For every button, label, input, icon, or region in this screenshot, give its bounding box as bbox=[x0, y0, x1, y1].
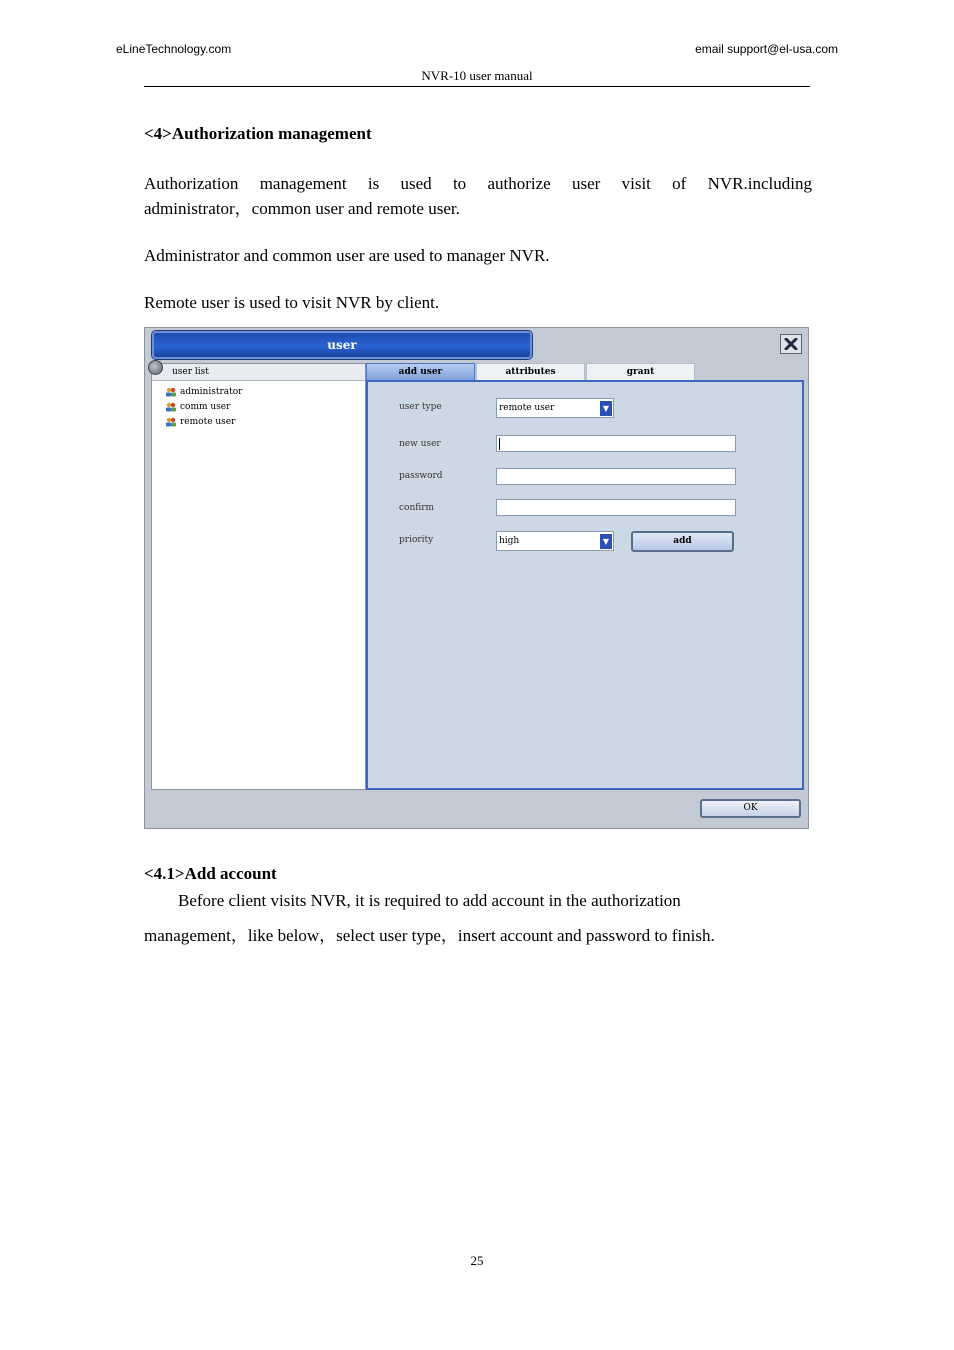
dialog-title: user bbox=[327, 338, 357, 352]
dropdown-arrow-icon: ▼ bbox=[600, 534, 612, 549]
confirm-input[interactable] bbox=[496, 499, 736, 516]
priority-label: priority bbox=[399, 535, 434, 545]
subsection-heading: <4.1>Add account bbox=[144, 864, 277, 883]
paragraph: Remote user is used to visit NVR by client. bbox=[144, 293, 440, 312]
close-button[interactable] bbox=[780, 334, 802, 354]
ok-button[interactable]: OK bbox=[700, 799, 801, 818]
priority-select[interactable] bbox=[496, 531, 614, 551]
password-input[interactable] bbox=[496, 468, 736, 485]
new-user-input[interactable] bbox=[496, 435, 736, 452]
user-type-label: user type bbox=[399, 402, 442, 412]
user-list-header bbox=[152, 364, 365, 381]
user-list-title: user list bbox=[172, 367, 209, 377]
paragraph-line: Before client visits NVR, it is required to add account in the authorization bbox=[178, 891, 681, 910]
tab-attributes[interactable]: attributes bbox=[476, 363, 585, 380]
paragraph: Administrator and common user are used to manager NVR. bbox=[144, 246, 550, 265]
user-dialog-screenshot bbox=[144, 327, 809, 829]
paragraph-line: Authorization management is used to authorize user visit of NVR.including bbox=[144, 174, 812, 193]
new-user-label: new user bbox=[399, 439, 441, 449]
header-site: eLineTechnology.com bbox=[116, 42, 232, 56]
page-number: 25 bbox=[470, 1253, 484, 1268]
user-list-item-label: administrator bbox=[180, 386, 243, 397]
collapse-knob-icon[interactable] bbox=[148, 360, 163, 375]
tab-grant[interactable]: grant bbox=[586, 363, 695, 380]
tab-bar bbox=[366, 363, 695, 380]
user-list-panel bbox=[151, 363, 366, 790]
paragraph-line: administrator，common user and remote user. bbox=[144, 199, 460, 218]
header-rule bbox=[144, 86, 810, 87]
user-tree bbox=[165, 384, 242, 429]
users-icon bbox=[165, 387, 177, 397]
header-email: email support@el-usa.com bbox=[695, 42, 838, 56]
priority-value: high bbox=[499, 536, 520, 546]
user-type-value: remote user bbox=[499, 403, 555, 413]
user-list-item[interactable] bbox=[165, 384, 242, 399]
close-x-icon bbox=[784, 338, 798, 350]
add-button[interactable]: add bbox=[631, 531, 734, 552]
user-list-item[interactable] bbox=[165, 414, 242, 429]
users-icon bbox=[165, 417, 177, 427]
section-heading: <4>Authorization management bbox=[144, 124, 372, 143]
add-user-panel bbox=[366, 380, 804, 790]
dialog-title-bar bbox=[152, 331, 532, 359]
paragraph-line: management，like below，select user type，insert account and password to finish. bbox=[144, 926, 715, 945]
password-label: password bbox=[399, 471, 443, 481]
header-title: NVR-10 user manual bbox=[421, 68, 533, 83]
user-list-item-label: remote user bbox=[180, 416, 236, 427]
user-list-item[interactable] bbox=[165, 399, 242, 414]
dropdown-arrow-icon: ▼ bbox=[600, 401, 612, 416]
users-icon bbox=[165, 402, 177, 412]
confirm-label: confirm bbox=[399, 503, 435, 513]
user-list-item-label: comm user bbox=[180, 401, 231, 412]
text-caret bbox=[499, 438, 500, 450]
user-type-select[interactable] bbox=[496, 398, 614, 418]
tab-add-user[interactable]: add user bbox=[366, 363, 475, 380]
